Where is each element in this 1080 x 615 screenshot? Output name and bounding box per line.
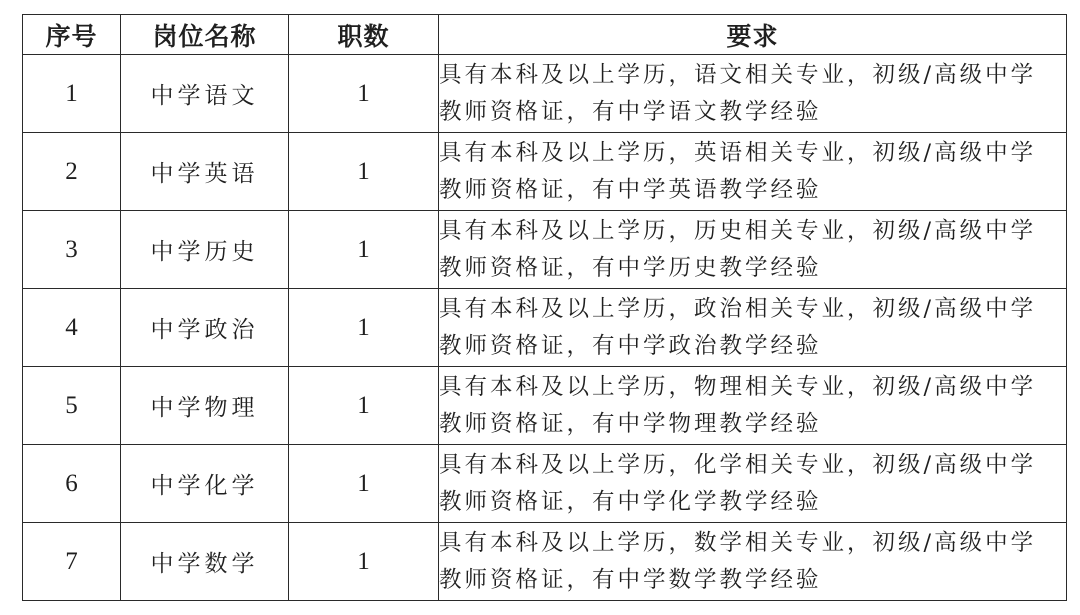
header-headcount: 职数 bbox=[289, 15, 439, 55]
requirements-line: 具有本科及以上学历，语文相关专业，初级/高级中学 bbox=[439, 61, 1037, 88]
headcount-cell: 1 bbox=[289, 133, 439, 211]
requirements-cell bbox=[439, 133, 1067, 211]
requirements-line: 教师资格证，有中学物理教学经验 bbox=[439, 410, 822, 437]
requirements-cell bbox=[439, 289, 1067, 367]
requirements-line: 教师资格证，有中学历史教学经验 bbox=[439, 254, 822, 281]
header-serial-number: 序号 bbox=[23, 15, 121, 55]
requirements-cell bbox=[439, 367, 1067, 445]
position-name-cell: 中学数学 bbox=[121, 523, 289, 601]
requirements-line: 具有本科及以上学历，数学相关专业，初级/高级中学 bbox=[439, 529, 1037, 556]
recruitment-table bbox=[22, 14, 1067, 601]
requirements-line: 具有本科及以上学历，英语相关专业，初级/高级中学 bbox=[439, 139, 1037, 166]
serial-number-cell: 1 bbox=[23, 55, 121, 133]
table-row bbox=[23, 523, 1067, 601]
table-row bbox=[23, 367, 1067, 445]
serial-number-cell: 2 bbox=[23, 133, 121, 211]
requirements-line: 教师资格证，有中学化学教学经验 bbox=[439, 488, 822, 515]
serial-number-cell: 3 bbox=[23, 211, 121, 289]
headcount-cell: 1 bbox=[289, 523, 439, 601]
position-name-cell: 中学物理 bbox=[121, 367, 289, 445]
requirements-line: 具有本科及以上学历，政治相关专业，初级/高级中学 bbox=[439, 295, 1037, 322]
position-name-cell: 中学化学 bbox=[121, 445, 289, 523]
requirements-cell bbox=[439, 445, 1067, 523]
headcount-cell: 1 bbox=[289, 55, 439, 133]
requirements-line: 教师资格证，有中学数学教学经验 bbox=[439, 566, 822, 593]
requirements-line: 教师资格证，有中学英语教学经验 bbox=[439, 176, 822, 203]
requirements-line: 具有本科及以上学历，历史相关专业，初级/高级中学 bbox=[439, 217, 1037, 244]
requirements-cell bbox=[439, 211, 1067, 289]
serial-number-cell: 4 bbox=[23, 289, 121, 367]
headcount-cell: 1 bbox=[289, 211, 439, 289]
position-name-cell: 中学历史 bbox=[121, 211, 289, 289]
header-requirements: 要求 bbox=[439, 15, 1067, 55]
table-row bbox=[23, 445, 1067, 523]
position-name-cell: 中学语文 bbox=[121, 55, 289, 133]
position-name-cell: 中学政治 bbox=[121, 289, 289, 367]
requirements-line: 教师资格证，有中学政治教学经验 bbox=[439, 332, 822, 359]
table-row bbox=[23, 289, 1067, 367]
headcount-cell: 1 bbox=[289, 367, 439, 445]
table-header-row bbox=[23, 15, 1067, 55]
requirements-cell bbox=[439, 523, 1067, 601]
position-name-cell: 中学英语 bbox=[121, 133, 289, 211]
headcount-cell: 1 bbox=[289, 445, 439, 523]
header-position-name: 岗位名称 bbox=[121, 15, 289, 55]
requirements-line: 具有本科及以上学历，物理相关专业，初级/高级中学 bbox=[439, 373, 1037, 400]
requirements-line: 具有本科及以上学历，化学相关专业，初级/高级中学 bbox=[439, 451, 1037, 478]
table-row bbox=[23, 133, 1067, 211]
requirements-line: 教师资格证，有中学语文教学经验 bbox=[439, 98, 822, 125]
table-row bbox=[23, 211, 1067, 289]
serial-number-cell: 5 bbox=[23, 367, 121, 445]
table-row bbox=[23, 55, 1067, 133]
headcount-cell: 1 bbox=[289, 289, 439, 367]
serial-number-cell: 6 bbox=[23, 445, 121, 523]
serial-number-cell: 7 bbox=[23, 523, 121, 601]
requirements-cell bbox=[439, 55, 1067, 133]
recruitment-table-sheet bbox=[22, 14, 1066, 600]
